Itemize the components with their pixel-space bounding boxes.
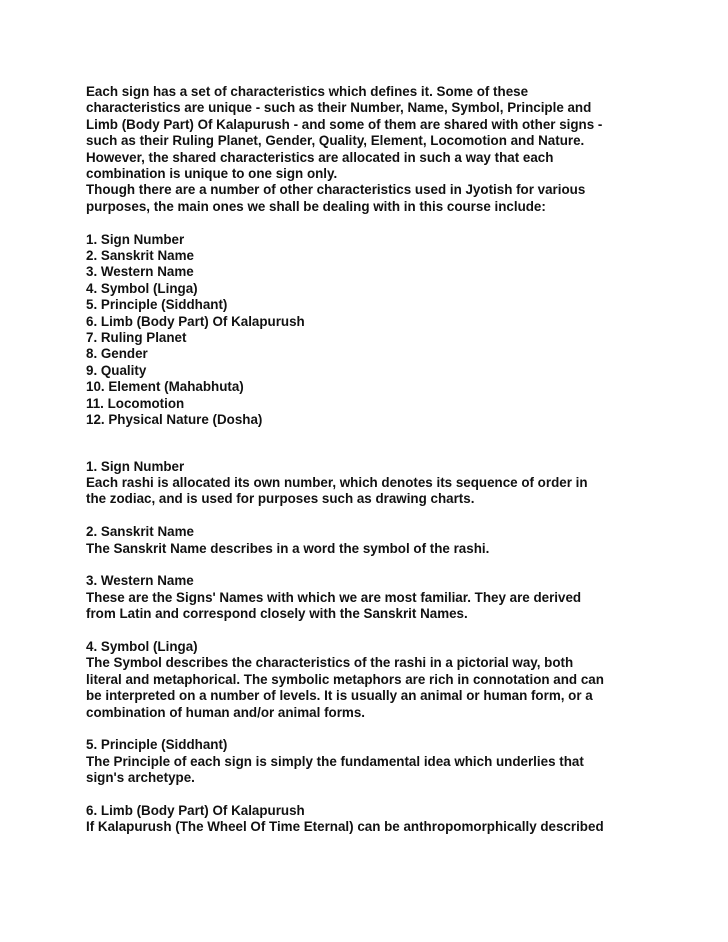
section-line: The Principle of each sign is simply the fundamental idea which underlies that [86,753,584,769]
document-page [86,84,646,836]
section-sanskrit-name [86,524,646,557]
section-sign-number [86,459,646,508]
section-line: The Sanskrit Name describes in a word the symbol of the rashi. [86,540,490,556]
intro-line: Limb (Body Part) Of Kalapurush - and some of them are shared with other signs - [86,116,603,132]
intro-line: purposes, the main ones we shall be dealing with in this course include: [86,198,546,214]
characteristics-list [86,232,646,429]
spacer [86,429,646,459]
list-item: 6. Limb (Body Part) Of Kalapurush [86,313,305,329]
list-item: 8. Gender [86,346,148,362]
section-limb [86,803,646,836]
spacer [86,721,646,737]
section-heading: 4. Symbol (Linga) [86,638,198,654]
section-heading: 2. Sanskrit Name [86,524,194,540]
intro-line: Though there are a number of other characteristics used in Jyotish for various [86,182,586,198]
section-line: These are the Signs' Names with which we are most familiar. They are derived [86,589,582,605]
section-line: If Kalapurush (The Wheel Of Time Eternal) can be anthropomorphically described [86,819,604,835]
list-item: 7. Ruling Planet [86,330,187,346]
list-item: 1. Sign Number [86,231,185,247]
spacer [86,787,646,803]
section-principle [86,737,646,786]
intro-line: characteristics are unique - such as their Number, Name, Symbol, Principle and [86,100,592,116]
intro-line: combination is unique to one sign only. [86,166,338,182]
spacer [86,557,646,573]
section-line: combination of human and/or animal forms. [86,704,365,720]
list-item: 2. Sanskrit Name [86,248,194,264]
spacer [86,215,646,231]
list-item: 10. Element (Mahabhuta) [86,379,244,395]
section-line: The Symbol describes the characteristics of the rashi in a pictorial way, both [86,655,574,671]
section-line: literal and metaphorical. The symbolic metaphors are rich in connotation and can [86,671,604,687]
list-item: 4. Symbol (Linga) [86,280,198,296]
intro-line: However, the shared characteristics are allocated in such a way that each [86,149,554,165]
list-item: 11. Locomotion [86,395,185,411]
section-heading: 6. Limb (Body Part) Of Kalapurush [86,802,305,818]
section-line: from Latin and correspond closely with the Sanskrit Names. [86,606,468,622]
list-item: 9. Quality [86,362,147,378]
section-western-name [86,573,646,622]
section-line: sign's archetype. [86,770,195,786]
spacer [86,623,646,639]
spacer [86,508,646,524]
list-item: 5. Principle (Siddhant) [86,297,228,313]
list-item: 3. Western Name [86,264,194,280]
section-symbol [86,639,646,721]
intro-line: such as their Ruling Planet, Gender, Quality, Element, Locomotion and Nature. [86,133,585,149]
section-line: Each rashi is allocated its own number, which denotes its sequence of order in [86,474,588,490]
section-heading: 5. Principle (Siddhant) [86,737,228,753]
intro-paragraph [86,84,646,215]
intro-line: Each sign has a set of characteristics which defines it. Some of these [86,84,529,99]
section-heading: 1. Sign Number [86,458,185,474]
section-heading: 3. Western Name [86,573,194,589]
section-line: be interpreted on a number of levels. It is usually an animal or human form, or a [86,688,593,704]
section-line: the zodiac, and is used for purposes such as drawing charts. [86,491,475,507]
list-item: 12. Physical Nature (Dosha) [86,412,263,428]
